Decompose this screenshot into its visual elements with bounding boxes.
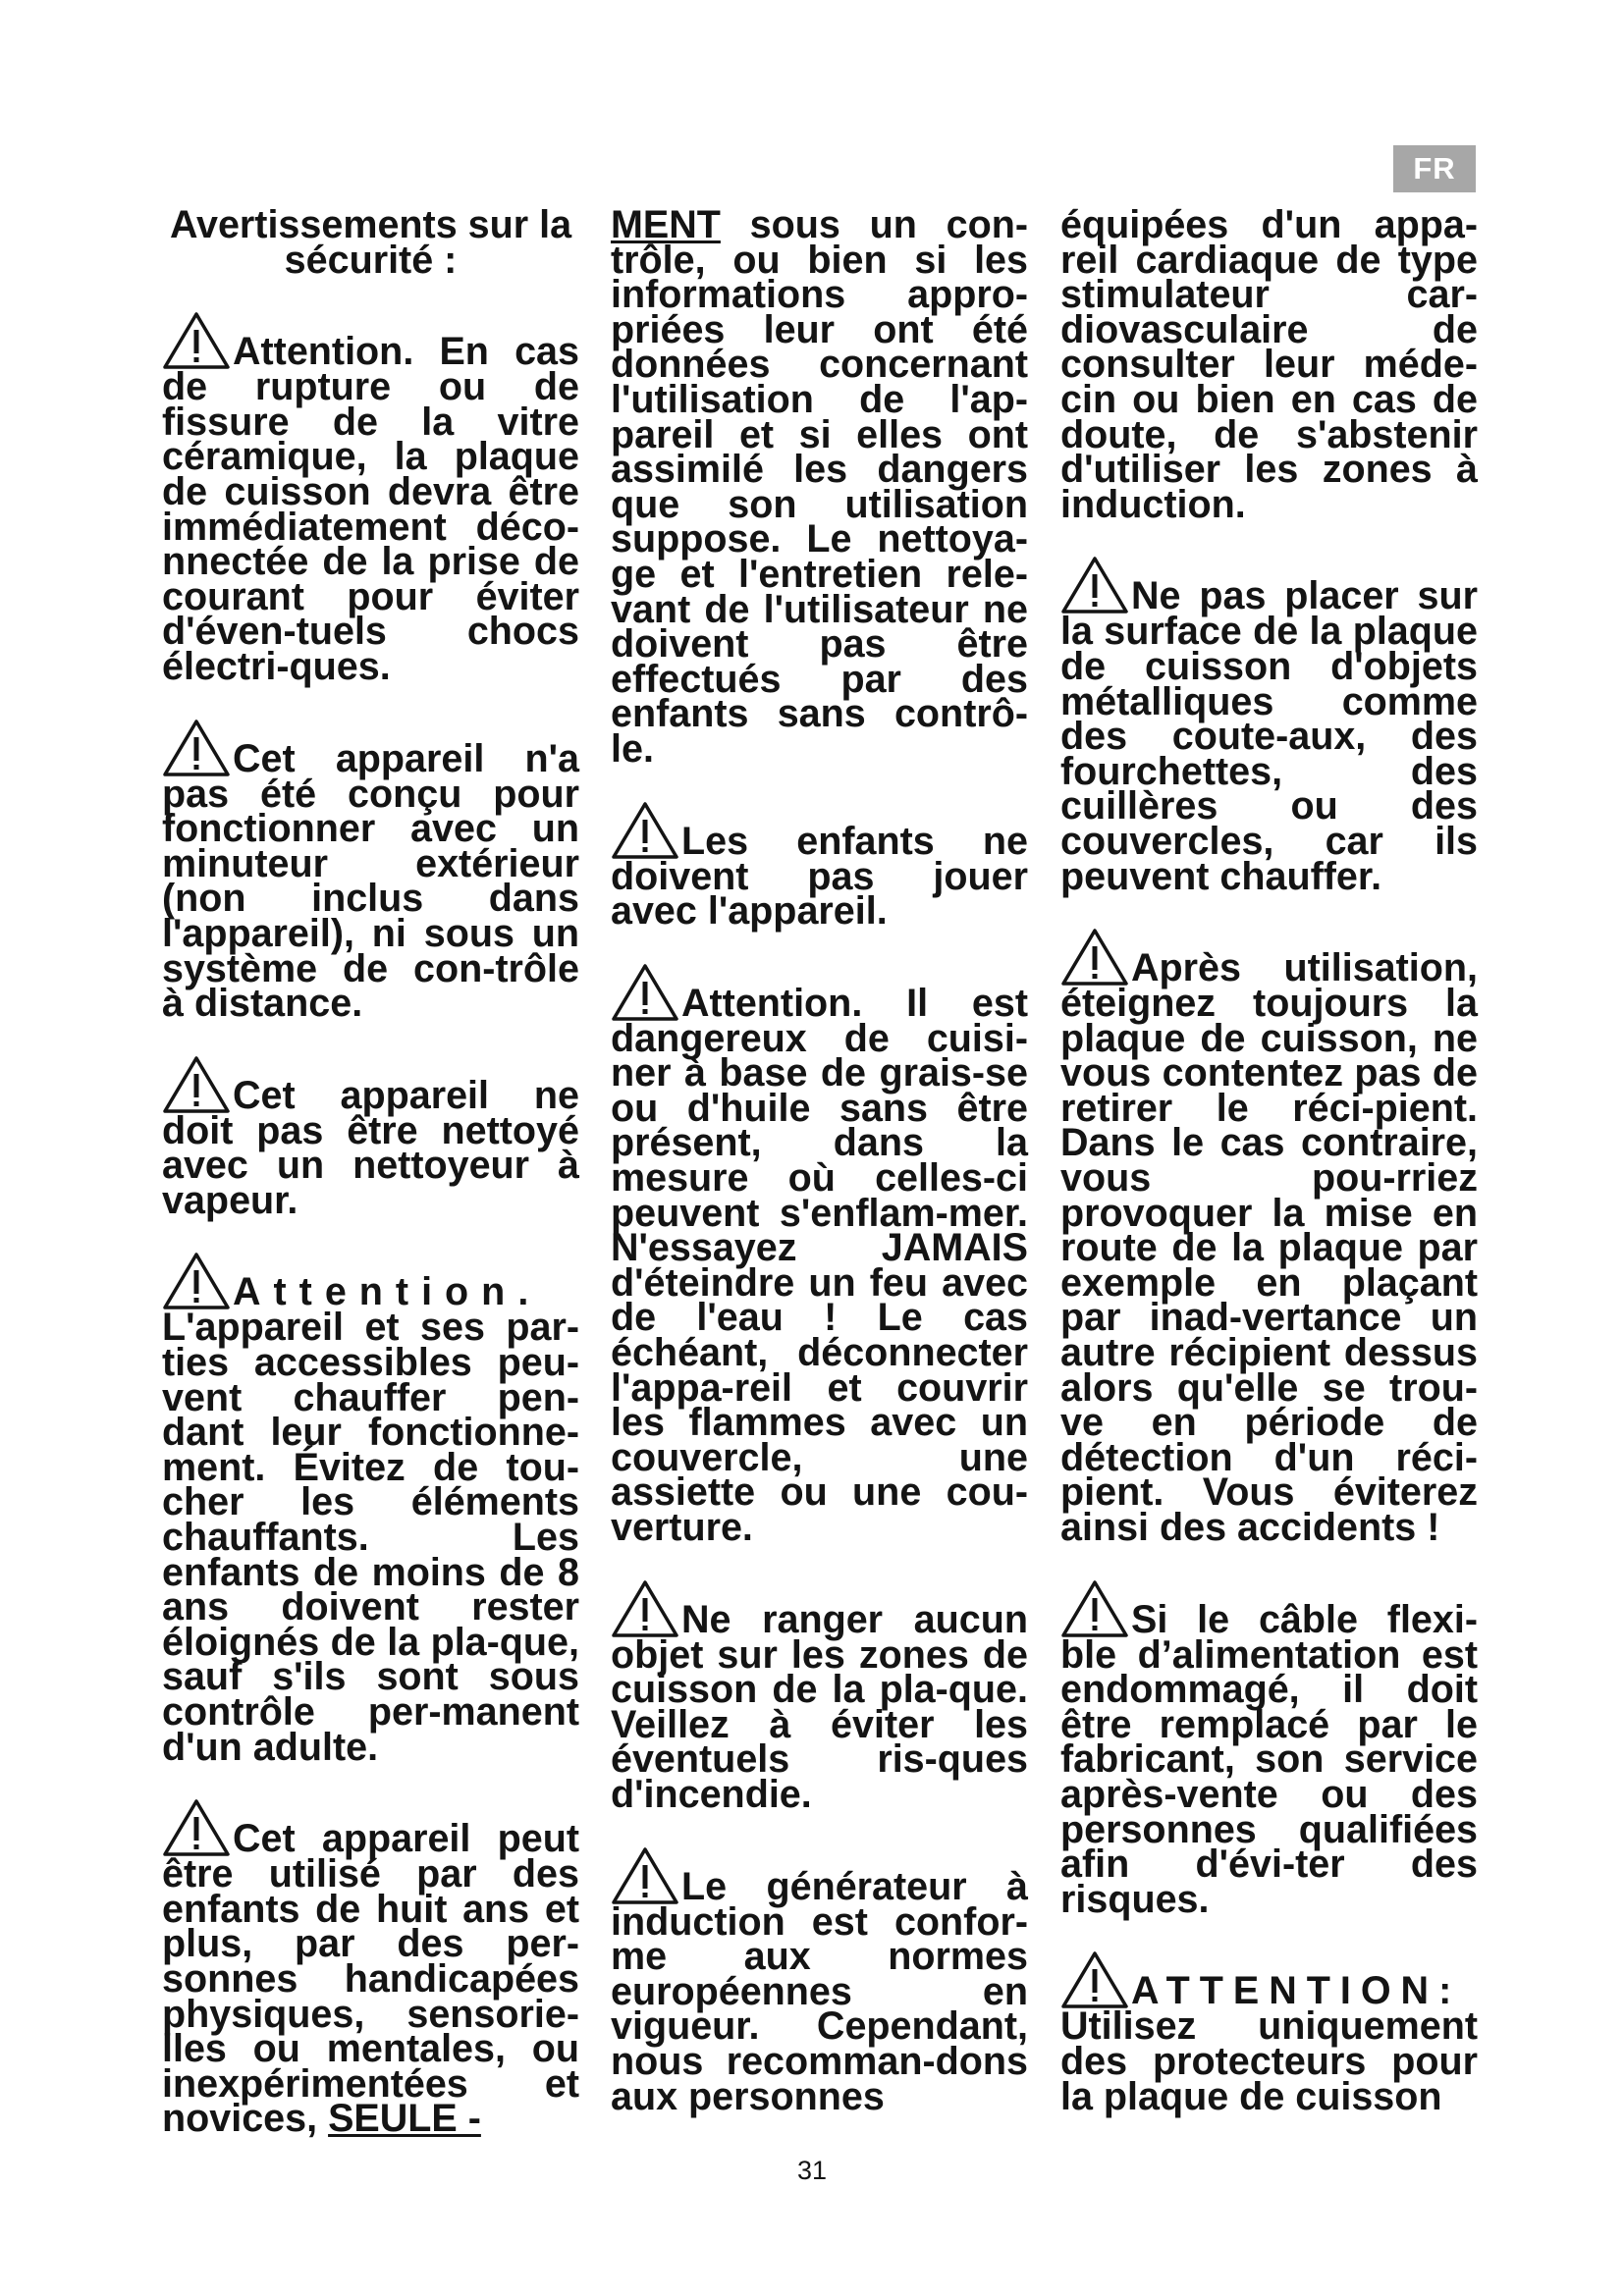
- warning-paragraph: Attention. Il est dangereux de cuisi-ner à base de grais-se ou d'huile sans être présent, dans la mesure où celles-ci peuvent s'enflam-mer. N'essayez JAMAIS d'éteindre un feu avec de l'eau ! Le cas échéant, déconnecter l'appa-reil et couvrir les flammes avec un couvercle, une assiette ou une cou-verture.: [611, 963, 1028, 1546]
- warning-triangle-icon: [611, 963, 679, 1022]
- warning-triangle-icon: [611, 801, 679, 860]
- warning-paragraph: Les enfants ne doivent pas jouer avec l'appareil.: [611, 801, 1028, 930]
- warning-triangle-icon: [162, 1798, 231, 1857]
- warning-paragraph: ATTENTION: Utilisez uniquement des protecteurs pour la plaque de cuisson: [1060, 1950, 1478, 2114]
- continued-paragraph: équipées d'un appa-reil cardiaque de type stimulateur car-diovasculaire de consulter leur méde-cin ou bien en cas de doute, de s'abstenir d'utiliser les zones à induction.: [1060, 203, 1478, 526]
- warning-paragraph: Ne pas placer sur la surface de la plaque de cuisson d'objets métalliques comme des coute-aux, des fourchettes, des cuillères ou des couvercles, car ils peuvent chauffer.: [1060, 556, 1478, 894]
- warning-triangle-icon: [162, 1252, 231, 1310]
- emphasis-underlined: MENT: [611, 203, 721, 246]
- warning-triangle-icon: [1060, 928, 1129, 987]
- warning-triangle-icon: [611, 1579, 679, 1638]
- warning-paragraph: Cet appareil ne doit pas être nettoyé avec un nettoyeur à vapeur.: [162, 1055, 579, 1219]
- warning-paragraph: Si le câble flexi-ble d’alimentation est endommagé, il doit être remplacé par le fabricant, son service après-vente ou des personnes qualifiées afin d'évi-ter des risques.: [1060, 1579, 1478, 1918]
- warning-triangle-icon: [611, 1846, 679, 1905]
- emphasis-underlined: SEULE -: [328, 2097, 481, 2141]
- column-1: [162, 203, 579, 2170]
- warning-triangle-icon: [162, 1055, 231, 1114]
- warning-triangle-icon: [162, 311, 231, 370]
- warning-paragraph: Après utilisation, éteignez toujours la plaque de cuisson, ne vous contentez pas de retirer le réci-pient. Dans le cas contraire, vous pou-rriez provoquer la mise en route de la plaque par exemple en plaçant par inad-vertance un autre récipient dessus alors qu'elle se trou-ve en période de détection d'un réci-pient. Vous éviterez ainsi des accidents !: [1060, 928, 1478, 1546]
- warning-paragraph: Ne ranger aucun objet sur les zones de cuisson de la pla-que. Veillez à éviter les éventuels ris-ques d'incendie.: [611, 1579, 1028, 1813]
- warning-triangle-icon: [1060, 1950, 1129, 2009]
- warning-paragraph: Attention. En cas de rupture ou de fissure de la vitre céramique, la plaque de cuisson devra être immédiatement déco-nnectée de la prise de courant pour éviter d'éven-tuels chocs électri-ques.: [162, 311, 579, 684]
- warning-paragraph: Le générateur à induction est confor-me aux normes européennes en vigueur. Cependant, nous recomman-dons aux personnes: [611, 1846, 1028, 2115]
- warning-triangle-icon: [1060, 1579, 1129, 1638]
- page-number: 31: [796, 2156, 828, 2185]
- warning-paragraph: Attention. L'appareil et ses par-ties accessibles peu-vent chauffer pen-dant leur fonctionne-ment. Évitez de tou-cher les éléments chauffants. Les enfants de moins de 8 ans doivent rester éloignés de la pla-que, sauf s'ils sont sous contrôle per-manent d'un adulte.: [162, 1252, 579, 1765]
- continued-paragraph: MENT sous un con-trôle, ou bien si les informations appro-priées leur ont été données concernant l'utilisation de l'ap-pareil et si elles ont assimilé les dangers que son utilisation suppose. Le nettoya-ge et l'entretien rele-vant de l'utilisateur ne doivent pas être effectués par des enfants sans contrô-le.: [611, 203, 1028, 771]
- warning-paragraph: Cet appareil n'a pas été conçu pour fonctionner avec un minuteur extérieur (non inclus dans l'appareil), ni sous un système de con-trôle à distance.: [162, 719, 579, 1022]
- language-badge: FR: [1393, 145, 1476, 192]
- section-title: Avertissements sur la sécurité :: [169, 203, 572, 282]
- column-2: [611, 203, 1028, 2148]
- warning-triangle-icon: [1060, 556, 1129, 614]
- warning-paragraph: Cet appareil peut être utilisé par des enfants de huit ans et plus, par des per-sonnes handicapées physiques, sensorie-lles ou mentales, ou inexpérimentées et novices, SEULE -: [162, 1798, 579, 2137]
- warning-triangle-icon: [162, 719, 231, 777]
- column-3: [1060, 203, 1478, 2148]
